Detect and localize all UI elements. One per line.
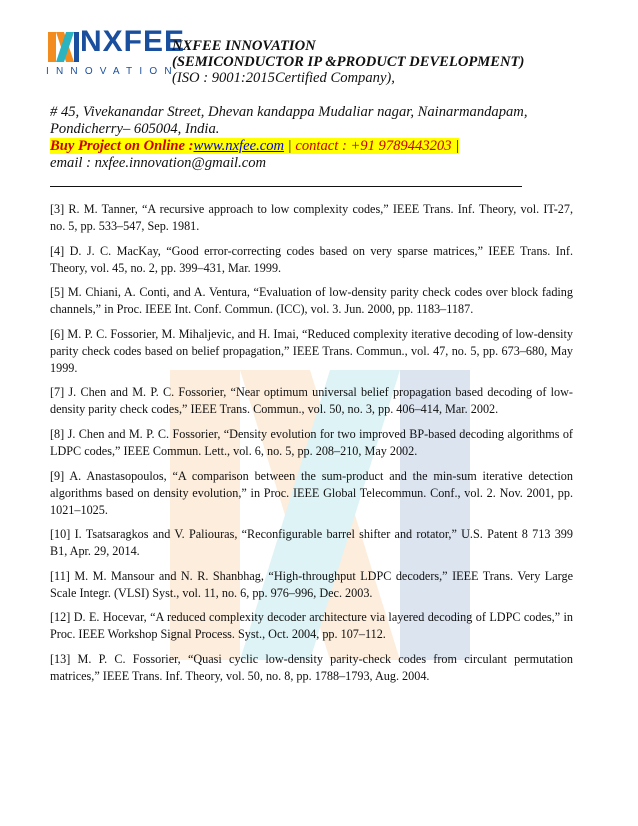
contact-line <box>50 138 610 155</box>
email-line: email : nxfee.innovation@gmail.com <box>50 155 267 171</box>
address-line-2: Pondicherry– 605004, India. <box>50 121 220 137</box>
address-line-1: # 45, Vivekanandar Street, Dhevan kandappa Mudaliar nagar, Nainarmandapam, <box>50 104 528 120</box>
logo-tagline: INNOVATION <box>46 66 179 77</box>
reference-item: [6] M. P. C. Fossorier, M. Mihaljevic, and H. Imai, “Reduced complexity iterative decoding of low-density parity check codes based on belief propagation,” IEEE Trans. Commun., vol. 47, no. 5, pp. 673–680, May 1999. <box>50 326 573 375</box>
reference-item: [5] M. Chiani, A. Conti, and A. Ventura, “Evaluation of low-density parity check codes over block fading channels,” in Proc. IEEE Int. Conf. Commun. (ICC), vol. 3. Jun. 2000, pp. 1183–1187. <box>50 285 573 317</box>
reference-item: [7] J. Chen and M. P. C. Fossorier, “Near optimum universal belief propagation based decoding of low-density parity check codes,” IEEE Trans. Commun., vol. 50, no. 3, pp. 406–414, Mar. 2002. <box>50 385 573 417</box>
website-link[interactable]: www.nxfee.com <box>193 138 285 154</box>
company-info <box>172 38 524 86</box>
header-divider <box>50 186 522 187</box>
separator: | <box>451 138 460 154</box>
company-description: (SEMICONDUCTOR IP &PRODUCT DEVELOPMENT) <box>172 54 525 70</box>
separator: | <box>284 138 296 154</box>
reference-item: [11] M. M. Mansour and N. R. Shanbhag, “High-throughput LDPC decoders,” IEEE Trans. Very Large Scale Integr. (VLSI) Syst., vol. 11, no. 6, pp. 976–996, Dec. 2003. <box>50 568 573 600</box>
reference-item: [8] J. Chen and M. P. C. Fossorier, “Density evolution for two improved BP-based decoding algorithms of LDPC codes,” IEEE Commun. Lett., vol. 6, no. 5, pp. 208–210, May 2002. <box>50 426 573 458</box>
company-name: NXFEE INNOVATION <box>172 38 316 54</box>
logo-wordmark: NXFEE <box>80 25 186 58</box>
reference-item: [12] D. E. Hocevar, “A reduced complexity decoder architecture via layered decoding of LDPC codes,” in Proc. IEEE Workshop Signal Process. Syst., Oct. 2004, pp. 107–112. <box>50 610 573 642</box>
company-logo <box>46 22 186 84</box>
reference-item: [3] R. M. Tanner, “A recursive approach to low complexity codes,” IEEE Trans. Inf. Theory, vol. IT-27, no. 5, pp. 533–547, Sep. 1981. <box>50 202 573 233</box>
reference-item: [10] I. Tsatsaragkos and V. Paliouras, “Reconfigurable barrel shifter and rotator,” U.S. Patent 8 713 399 B1, Apr. 29, 2014. <box>50 527 573 559</box>
reference-item: [9] A. Anastasopoulos, “A comparison between the sum-product and the min-sum iterative detection algorithms based on density evolution,” in Proc. IEEE Global Telecommun. Conf., vol. 2. Nov. 2001, pp. 1021–1025. <box>50 468 573 517</box>
references-list <box>50 201 573 693</box>
address-block <box>50 104 610 172</box>
buy-label: Buy Project on Online : <box>50 138 194 154</box>
reference-item: [4] D. J. C. MacKay, “Good error-correcting codes based on very sparse matrices,” IEEE Trans. Inf. Theory, vol. 45, no. 2, pp. 399–431, Mar. 1999. <box>50 243 573 275</box>
reference-item: [13] M. P. C. Fossorier, “Quasi cyclic low-density parity-check codes from circulant permutation matrices,” IEEE Trans. Inf. Theory, vol. 50, no. 8, pp. 1788–1793, Aug. 2004. <box>50 651 573 683</box>
company-iso: (ISO : 9001:2015Certified Company), <box>172 70 395 86</box>
contact-phone: contact : +91 9789443203 <box>295 138 452 154</box>
logo-mark-icon <box>46 28 80 62</box>
